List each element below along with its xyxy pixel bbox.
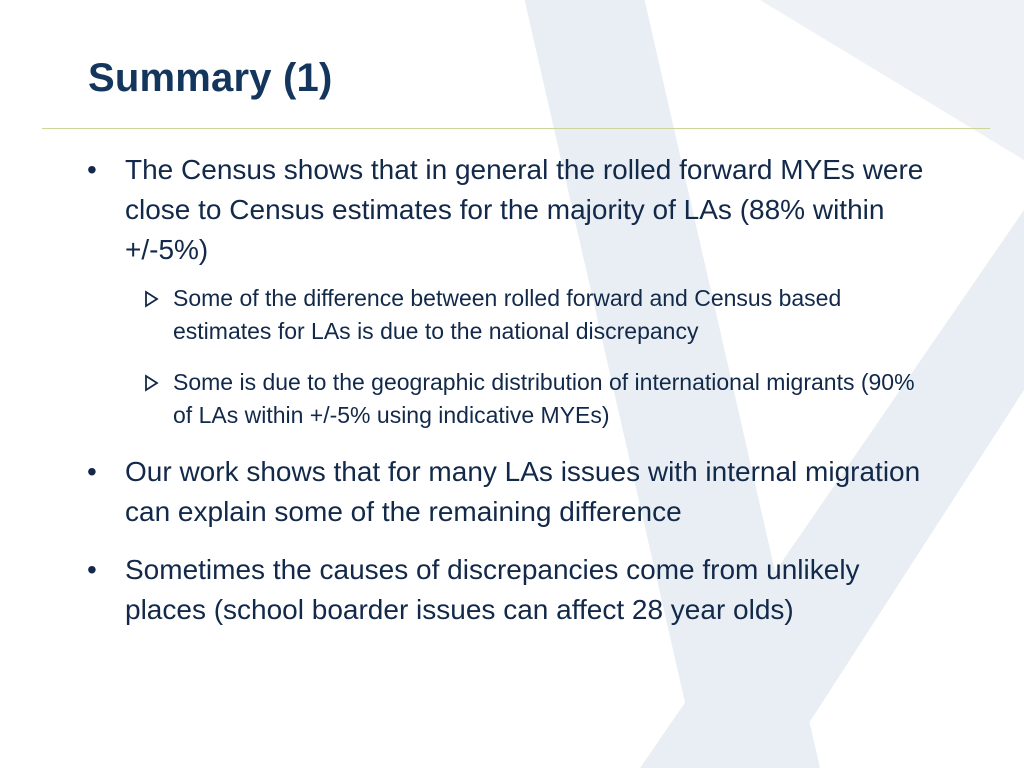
bullet-marker: •	[87, 554, 97, 585]
bullet-text: Sometimes the causes of discrepancies come from unlikely places (school boarder issues can affect 28 year olds)	[125, 554, 860, 625]
sub-bullet-item	[0, 282, 1024, 348]
arrow-bullet-icon	[142, 289, 162, 309]
bullet-list	[0, 150, 1024, 630]
title-divider	[42, 128, 990, 129]
arrow-bullet-icon	[142, 373, 162, 393]
bullet-marker: •	[87, 456, 97, 487]
bullet-item	[0, 452, 1024, 532]
bullet-text: The Census shows that in general the rolled forward MYEs were close to Census estimates for the majority of LAs (88% within +/-5%)	[125, 154, 924, 265]
sub-bullet-item	[0, 366, 1024, 432]
slide-title: Summary (1)	[88, 56, 333, 100]
sub-bullet-text: Some is due to the geographic distribution of international migrants (90% of LAs within +/-5% using indicative MYEs)	[173, 369, 915, 428]
watermark-top-band	[660, 0, 1024, 160]
bullet-item	[0, 550, 1024, 630]
bullet-marker: •	[87, 154, 97, 185]
bullet-text: Our work shows that for many LAs issues with internal migration can explain some of the remaining difference	[125, 456, 921, 527]
bullet-item	[0, 150, 1024, 432]
sub-bullet-text: Some of the difference between rolled forward and Census based estimates for LAs is due to the national discrepancy	[173, 285, 842, 344]
